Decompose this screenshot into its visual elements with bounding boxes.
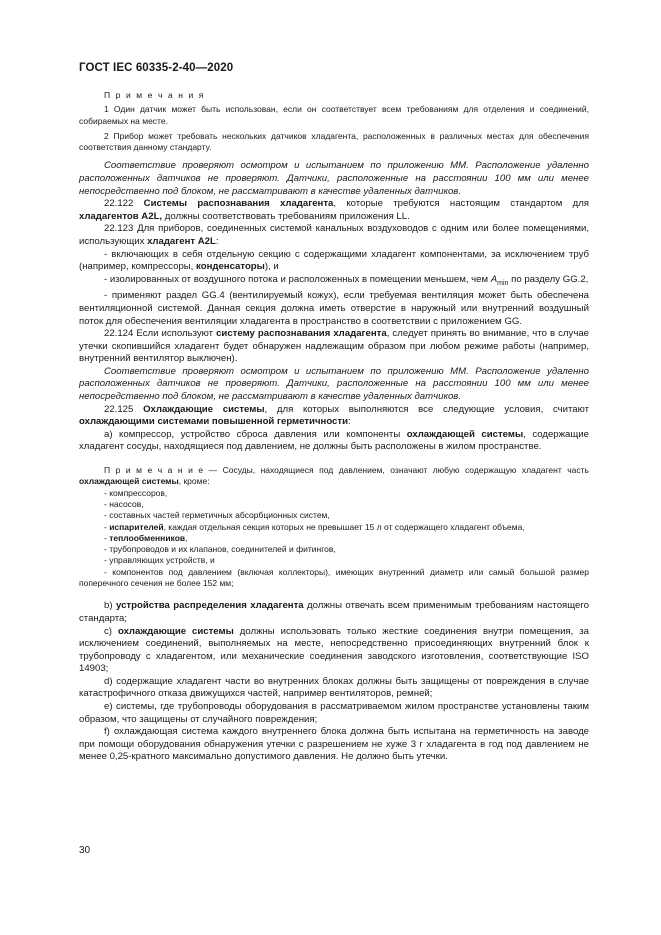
clause-22-124 xyxy=(79,328,589,366)
pressure-note-text-2: , кроме: xyxy=(178,476,210,487)
list-item: - насосов, xyxy=(104,498,144,509)
requirement-b-term: устройства распределения хладагента xyxy=(115,600,304,612)
page-number: 30 xyxy=(79,845,91,856)
pressure-note-text-1: — Сосуды, находящиеся под давлением, означают любую содержащую хладагент часть xyxy=(203,465,589,476)
page-content xyxy=(79,90,589,764)
clause-22-123-text-2: : xyxy=(215,236,219,248)
item-a-text-2: , содержащие хладагент сосуды, находящиеся под давлением, не должны быть расположены в жилом пространстве. xyxy=(79,428,589,453)
item-1-text-2: ), и xyxy=(264,261,279,273)
clause-22-122 xyxy=(79,198,589,223)
clause-22-125-text-1: , для которых выполняются все следующие условия, считают xyxy=(264,403,589,415)
requirement-e: e) системы, где трубопроводы оборудования в рассматриваемом жилом пространстве установлены таким образом, что защищены от случайного повреждения; xyxy=(79,701,589,725)
clause-22-122-text-1: , которые требуются настоящим стандартом для xyxy=(333,198,590,210)
standard-header: ГОСТ IEC 60335-2-40—2020 xyxy=(79,62,234,74)
clause-22-125-item-a xyxy=(79,429,589,454)
note-1: 1 Один датчик может быть использован, если он соответствует всем требованиям для отделения и соединений, собираемых на месте. xyxy=(79,104,589,126)
clause-22-124-term: систему распознавания хладагента xyxy=(216,328,387,340)
exclusion-list xyxy=(79,488,589,590)
list-item xyxy=(79,522,589,533)
pressure-vessel-note xyxy=(79,465,589,589)
item-a-term: охлаждающей системы xyxy=(406,428,524,440)
requirement-c-term: охлаждающие системы xyxy=(117,625,234,637)
pressure-note-intro xyxy=(79,465,589,488)
requirement-b-label: b) xyxy=(104,600,116,612)
list-item: - управляющих устройств, и xyxy=(104,555,215,566)
clause-22-125-term-1: Охлаждающие системы xyxy=(143,403,265,415)
pressure-note-prefix: П р и м е ч а н и е xyxy=(104,465,204,476)
requirement-c-text: должны использовать только жесткие соединения внутри помещения, за исключением соединений, выполняемых на месте, непосредственно присоединяющих внутренний блок к трубопроводу с хладагентом, или механические соединения заводского изготовления, соответствующие ISO 14903; xyxy=(79,625,589,675)
pressure-note-term: охлаждающей системы xyxy=(79,476,179,487)
item-2-text-2: по разделу GG.2, xyxy=(508,273,589,285)
item-1-term: конденсаторы xyxy=(196,261,265,273)
clause-22-123-item-1 xyxy=(79,249,589,274)
conformity-statement-2: Соответствие проверяют осмотром и испытанием по приложению ММ. Расположение удаленно расположенных датчиков не проверяют. Датчики, расположенные на расстоянии 100 мм или менее непосредственно под блоком, не рассматривают в качестве удаленных датчиков. xyxy=(79,365,589,403)
list-item xyxy=(79,533,589,544)
a-min-subscript: min xyxy=(497,279,509,287)
list-item: - составных частей герметичных абсорбционных систем, xyxy=(104,510,330,521)
requirement-c-label: c) xyxy=(104,625,118,637)
clause-22-123-item-3: - применяют раздел GG.4 (вентилируемый кожух), если требуемая вентиляция может быть обеспечена вентиляционной системой. Данная секция должна иметь отверстие в наружный или внутренний воздушный поток для обеспечения вентиляции хладагента в пространство в соответствии с приложением GG. xyxy=(79,290,589,327)
clause-22-122-text-2: должны соответствовать требованиям приложения LL. xyxy=(162,210,410,222)
item-1-text-1: - включающих в себя отдельную секцию с содержащими хладагент компонентами, за исключением труб (например, компрессоры, xyxy=(79,248,589,273)
a-min-symbol: A xyxy=(490,273,498,285)
list-item-text: , каждая отдельная секция которых не превышает 15 л от содержащего хладагент объема, xyxy=(163,521,525,532)
clause-22-123-item-2 xyxy=(79,274,589,291)
list-item: - компрессоров, xyxy=(104,487,168,498)
notes-heading: П р и м е ч а н и я xyxy=(104,90,206,100)
note-2: 2 Прибор может требовать нескольких датчиков хладагента, расположенных в различных местах для обеспечения соответствия данному стандарту. xyxy=(79,130,589,153)
clause-22-122-term-1: Системы распознавания хладагента xyxy=(143,198,334,210)
clause-22-123 xyxy=(79,223,589,248)
clause-22-124-text-1: 22.124 Если используют xyxy=(104,328,217,340)
requirement-c xyxy=(79,626,589,676)
clause-22-125-number: 22.125 xyxy=(104,403,144,415)
requirement-f: f) охлаждающая система каждого внутреннего блока должна быть испытана на герметичность на заводе при помощи оборудования обнаружения утечки с разрешением не хуже 3 г хладагента в год под давлением не менее 0,25-кратного максимально допустимого давления. Не должно быть утечки. xyxy=(79,726,589,763)
clause-22-123-text-1: 22.123 Для приборов, соединенных системой канальных воздуховодов с одним или более помещениями, использующих xyxy=(79,223,589,248)
clause-22-125 xyxy=(79,404,589,429)
list-item-dash: - xyxy=(104,521,110,532)
list-item-dash: - xyxy=(104,532,110,543)
item-a-text-1: a) компрессор, устройство сброса давления или компоненты xyxy=(104,428,407,440)
clause-22-123-term: хладагент A2L xyxy=(147,236,216,248)
list-item-term: теплообменников xyxy=(109,532,186,543)
requirement-b xyxy=(79,600,589,625)
list-item-term: испарителей xyxy=(109,521,164,532)
list-item: - компонентов под давлением (включая коллекторы), имеющих внутренний диаметр или самый большой размер поперечного сечения не более 152 мм; xyxy=(79,566,589,589)
clause-22-122-number: 22.122 xyxy=(104,198,144,210)
clause-22-124-text-2: , следует принять во внимание, что в случае утечки скопившийся хладагент будет обнаружен надлежащим образом при любом режиме работы (например, внутренний вентилятор выключен). xyxy=(79,328,589,365)
list-item: - трубопроводов и их клапанов, соединителей и фитингов, xyxy=(104,544,336,555)
clause-22-125-term-2: охлаждающими системами повышенной герметичности xyxy=(79,416,348,428)
conformity-statement-1: Соответствие проверяют осмотром и испытанием по приложению ММ. Расположение удаленно расположенных датчиков не проверяют. Датчики, расположенные на расстоянии 100 мм или менее непосредственно под блоком, не рассматривают в качестве удаленных датчиков. xyxy=(79,160,589,197)
requirement-d: d) содержащие хладагент части во внутренних блоках должны быть защищены от повреждения в случае катастрофичного отказа движущихся частей, например вентиляторов, ремней; xyxy=(79,675,589,700)
clause-22-122-term-2: хладагентов A2L, xyxy=(79,210,163,222)
list-item-text: , xyxy=(185,532,188,543)
requirement-b-text: должны отвечать всем применимым требованиям настоящего стандарта; xyxy=(79,600,589,624)
item-2-text-1: - изолированных от воздушного потока и расположенных в помещении меньшем, чем xyxy=(104,273,491,285)
clause-22-125-text-2: : xyxy=(348,416,351,428)
